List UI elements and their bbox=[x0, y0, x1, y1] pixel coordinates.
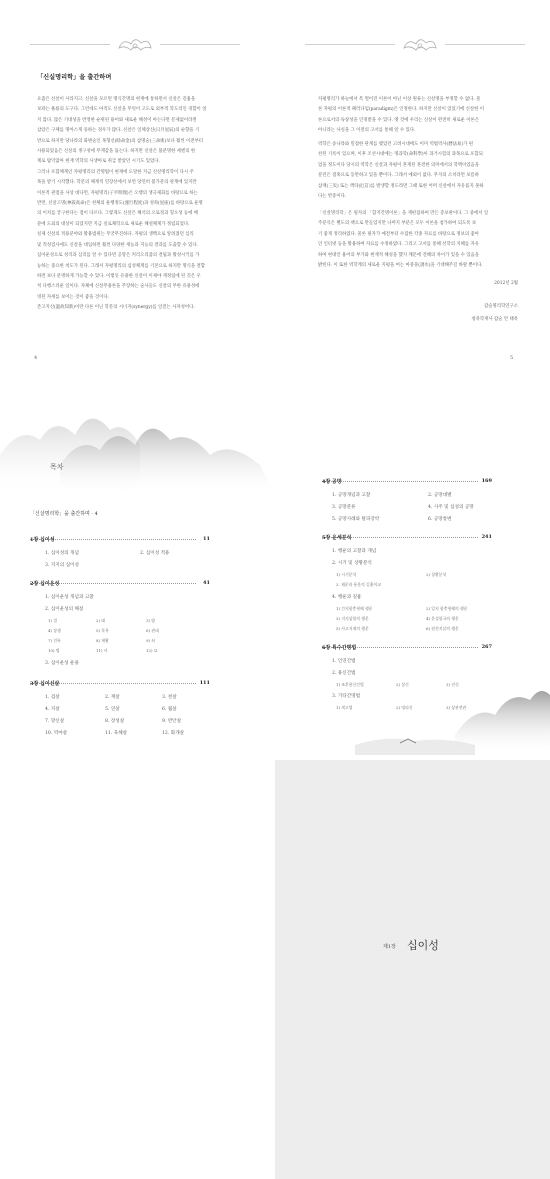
toc-subitem[interactable]: 6) 관대 bbox=[146, 628, 159, 633]
preface-line: 론 자평의 이론적 패러다임(paradigm)은 인정한다. 하지만 신살이 있었기에 신살한 이 bbox=[318, 107, 484, 113]
preface-line: 자평명리가 하늘에서 특 떨어진 이론이 아닌 이상 원류는 신살명을 부정할 수 없다. 물 bbox=[318, 97, 481, 102]
toc-subitem[interactable]: 7) 건록 bbox=[48, 638, 61, 643]
toc-chapter-4[interactable]: 4장 공망 169 bbox=[322, 478, 492, 485]
cloud-ornament-icon bbox=[400, 34, 440, 56]
preface-line: 다는 반증이다. bbox=[318, 194, 347, 200]
preface-date: 2012년 2월 bbox=[494, 281, 518, 286]
toc-chapter-5[interactable]: 5장 운세분석 241 bbox=[322, 534, 492, 541]
preface-body-right-3 bbox=[318, 209, 518, 271]
toc-item[interactable]: 11. 육해살 bbox=[105, 731, 128, 736]
toc-item[interactable]: 10. 역마살 bbox=[45, 731, 68, 736]
ink-mountain-landscape bbox=[0, 395, 275, 495]
toc-subitem[interactable]: 3) 상관견관 bbox=[446, 705, 467, 710]
toc-item[interactable]: 2. 십이운성의 해설 bbox=[45, 607, 84, 612]
toc-subitem[interactable]: 1) 간지합충형해 행운 bbox=[336, 606, 373, 611]
preface-org: 갑술명리학연구소 bbox=[484, 304, 518, 309]
toc-subitem[interactable]: 12) 묘 bbox=[146, 648, 158, 653]
toc-heading: 목차 bbox=[50, 463, 64, 471]
preface-line: 주분석은 별도의 책으로 만들었지만 나머지 부분은 모두 이론을 첨가하여 되도록 보 bbox=[318, 221, 477, 227]
preface-line: 능하는 중요한 척도가 된다. 그래서 자평명리의 십성체계를 기본으로 하지만 명식을 결합 bbox=[37, 263, 206, 269]
toc-subitem[interactable]: 3) 진신 bbox=[446, 682, 459, 687]
toc-subitem[interactable]: 2) 상황분석 bbox=[426, 572, 447, 577]
preface-line: 계로 탐익않아 현재 역학의 사생아로 취급 받았던 시기도 있었다. bbox=[37, 159, 160, 165]
preface-line: 보좌는 훌륭의 도구다. 그런데도 아직도 신살을 무엇이 고도로 외부적 학도리인 경합이 얼 bbox=[37, 107, 207, 113]
toc-item[interactable]: 2. 시기 및 상황분석 bbox=[332, 561, 372, 566]
preface-line: 삼았은 구체를 명아스게 풍하는 경우가 많다. 신살은 일체상신(日月星辰)의 순향을 기 bbox=[37, 128, 200, 134]
preface-author: 청죽학재사 갑술 안 태옥 bbox=[471, 317, 518, 322]
preface-line: 삼재(三災) 또는 액타(厄訂)를 발생할 정도라면 그때 또한 어머 신살에서 자유롭지 못하 bbox=[318, 183, 484, 189]
preface-line: 그러나 포함체계인 자평명리의 간명법이 현재에 도달한 지금 신살명리학이 다시 주 bbox=[37, 169, 194, 175]
toc-item[interactable]: 1. 겁살 bbox=[45, 695, 60, 700]
preface-title: 「신실명리학」을 출간하며 bbox=[37, 74, 112, 81]
toc-item[interactable]: 5. 공망사례와 탈피강약 bbox=[332, 517, 380, 522]
preface-line: 및 적성검사에도 신살을 대입하면 훨씬 다양한 재능과 지능의 결과를 도출할 수 있다. bbox=[37, 242, 198, 248]
toc-chapter-6[interactable]: 6장 특수간명법 267 bbox=[322, 644, 492, 651]
preface-body-left bbox=[37, 95, 237, 314]
page-number-left: 4 bbox=[34, 355, 38, 361]
toc-subitem[interactable]: 4) 장생 bbox=[48, 628, 61, 633]
chapter-title-page bbox=[275, 760, 550, 1179]
toc-item[interactable]: 7. 망신살 bbox=[45, 719, 65, 724]
preface-line: 하면 보다 분명하게 가능할 수 있다. 이렇듯 유용한 신살이 이제야 재정립에 된 것은 우 bbox=[37, 273, 201, 279]
preface-line: 하여 현대인 용어의 부가와 현재적 해성을 했지 깨문에 견해의 차이가 있을 수 있음을 bbox=[318, 252, 479, 258]
preface-line: 존고지신(溫故知新)이란 다른 이닌 학문의 시너지(synergy)를 일컫는 사자성어다. bbox=[37, 305, 195, 311]
preface-body-right-1 bbox=[318, 95, 518, 137]
toc-item[interactable]: 1. 인연간법 bbox=[332, 659, 356, 664]
preface-line: 영된 자세를 보이는 것이 좋을 것이다. bbox=[37, 294, 109, 300]
toc-item[interactable]: 3. 천살 bbox=[162, 695, 177, 700]
toc-item[interactable]: 9. 반안살 bbox=[162, 719, 182, 724]
toc-item[interactable]: 5. 연살 bbox=[105, 707, 120, 712]
toc-subitem[interactable]: 1) 게고법 bbox=[336, 705, 353, 710]
toc-preface-entry[interactable]: 「신살명리학」을 출간하며 · 4 bbox=[30, 511, 98, 517]
preface-line: 역학은 송나라와 밀접한 관계를 맺었던 고려시대에도 이미 역법역사(暦法易)가 편 bbox=[318, 142, 474, 147]
cloud-ornament-icon bbox=[115, 34, 155, 56]
preface-line: 찬된 기록이 있으며, 이후 조선시대에는 명과학(命科學)이 과거시험의 과목으로 포함되 bbox=[318, 152, 483, 158]
toc-subitem[interactable]: 8) 제왕 bbox=[96, 638, 109, 643]
preface-line: 사용되었음은 신살의 생구성에 무계감을 돕는다. 하지만 신살은 불분명한 세엔의 한 bbox=[37, 149, 196, 155]
preface-line: 목을 받기 시작했다. 학문의 체계적 연장선에서 보면 당연히 불가분의 관계에 있지만 bbox=[37, 180, 197, 186]
page-number-right: 5 bbox=[510, 355, 514, 361]
toc-item[interactable]: 1. 행운의 고찰과 개념 bbox=[332, 549, 377, 554]
toc-item[interactable]: 1. 십이성의 개념 bbox=[45, 551, 79, 556]
toc-item[interactable]: 2. 공망대별 bbox=[428, 493, 452, 498]
ink-island-landscape bbox=[355, 665, 550, 755]
preface-line: 실제 신살의 적용분야와 활용범위는 무궁무진하다. 자평의 생백으로 알려졌던 심리 bbox=[37, 232, 194, 238]
preface-line: 분에 도외의 대상이 되었지만 지금 실로채학으로 새로운 해설체계가 정립되었다. bbox=[37, 221, 190, 227]
toc-item[interactable]: 4. 사주 및 십성의 공망 bbox=[428, 505, 474, 510]
preface-line: 론으로서의 독창성을 인정받을 수 있다. 옛 것에 우리는 신살이 완전히 새로운 이론은 bbox=[318, 117, 479, 123]
preface-line: 분린은 점혹으로 동반하고 있을 뿐이다. 그래서 예외이 없다. 무지의 소치라면 보름하 bbox=[318, 173, 479, 179]
preface-line: 「신살명리학」은 필자의 「함지간명이론」을 재편집하여 만든 증보판이다. 그 중에서 일 bbox=[318, 211, 489, 216]
preface-line: 의 이치를 궁구한다는 점이 다르다. 그렇게도 신살은 해석의 오로정과 형오성 등에 배 bbox=[37, 211, 198, 217]
preface-line: 었을 정도이다 당시의 역학은 신살과 자평이 혼재된 혼전한 의미에서의 학맥이었음을 bbox=[318, 162, 480, 168]
toc-subitem[interactable]: 1) 절 bbox=[48, 618, 57, 623]
preface-line: 이론적 관점을 사상 대다면, 자평명리(子平明理)은 오행의 생극제화를 바탕으로 하는 bbox=[37, 190, 198, 196]
toc-subitem[interactable]: 9) 쇠 bbox=[146, 638, 155, 643]
preface-line: 요즘은 신살이 사라지고, 신살을 모르면 명식간명의 현재에 통하면서 신살은 길흉을 bbox=[37, 97, 196, 102]
toc-item[interactable]: 8. 장성살 bbox=[105, 719, 125, 724]
toc-chapter-3[interactable]: 3장 십이신살 111 bbox=[30, 680, 210, 687]
toc-item[interactable]: 3. 기타간명법 bbox=[332, 694, 361, 699]
toc-item[interactable]: 6. 공망통변 bbox=[428, 517, 452, 522]
toc-subitem[interactable]: 2) 명리신 bbox=[396, 705, 413, 710]
toc-item[interactable]: 1. 공망개념과 고찰 bbox=[332, 493, 371, 498]
toc-item[interactable]: 2. 십이성 적용 bbox=[140, 551, 170, 556]
preface-line: 기 좋게 정리하였다. 물론 필자가 예전부터 수집한 각종 자료를 바탕으로 정보의 좋아 bbox=[318, 231, 479, 237]
chapter-number-label: 제1장 bbox=[383, 944, 396, 950]
toc-item[interactable]: 1. 십이운성 개념과 고찰 bbox=[45, 595, 94, 600]
toc-subitem[interactable]: 2) 태 bbox=[96, 618, 105, 623]
toc-subitem[interactable]: 5) 목욕 bbox=[96, 628, 109, 633]
toc-subitem[interactable]: 1) 조후용신간법 bbox=[336, 682, 364, 687]
header-rule-left bbox=[30, 44, 110, 45]
preface-line: 척 다행스러운 일이다. 자체에 신살무용론을 주장하는 술사들도 신살의 무한 유용성에 bbox=[37, 284, 200, 290]
toc-item[interactable]: 2. 용신간법 bbox=[332, 671, 356, 676]
toc-subitem[interactable]: 3) 지지삼합의 행운 bbox=[336, 616, 369, 621]
toc-item[interactable]: 4. 행운과 길흉 bbox=[332, 595, 362, 600]
toc-item[interactable]: 3. 제운과 용운의 길흉이교 bbox=[336, 582, 382, 587]
preface-line: 인 인터넷 등을 활용하여 자료를 수정하였다. 그리고 고서를 통해 선학의 지혜를 자유 bbox=[318, 242, 479, 248]
toc-subitem[interactable]: 3) 양 bbox=[146, 618, 155, 623]
toc-item[interactable]: 3. 지지의 십이성 bbox=[45, 563, 79, 568]
preface-line: 지 않다. 많은 기대성을 반영한 순위된 용어와 새로운 해성이 아는다면 문제없이라면 bbox=[37, 117, 197, 123]
toc-subitem[interactable]: 1) 시기분석 bbox=[336, 572, 357, 577]
toc-item[interactable]: 3. 공망분류 bbox=[332, 505, 356, 510]
header-rule-left-2 bbox=[160, 44, 240, 45]
toc-subitem[interactable]: 10) 병 bbox=[48, 648, 60, 653]
header-rule-right bbox=[305, 44, 395, 45]
toc-item[interactable]: 6. 월살 bbox=[162, 707, 177, 712]
toc-subitem[interactable]: 2) 상신 bbox=[396, 682, 409, 687]
toc-subitem[interactable]: 2) 일지 합충형해의 행운 bbox=[426, 606, 468, 611]
preface-line: 밝힌다. 이 또한 역학계의 새로운 지평을 여는 마중물(誘水)을 기대해주길 바랄 뿐이다. bbox=[318, 263, 483, 269]
toc-subitem[interactable]: 4) 운성합국의 행운 bbox=[426, 616, 459, 621]
preface-line: 반으로 하지만 당나라의 화변술인 목형신(睦命金)의 삼명술(三命術)보다 훨씬 이전부터 bbox=[37, 138, 203, 144]
preface-line: 십이운성으로 성격과 심리를 알 수 있다면 공망은 커리오리즘의 결핍과 활성시키를 가 bbox=[37, 253, 200, 259]
toc-item[interactable]: 2. 재살 bbox=[105, 695, 120, 700]
toc-item[interactable]: 12. 화개살 bbox=[162, 731, 185, 736]
chapter-title: 십이성 bbox=[407, 939, 439, 952]
preface-body-right-2 bbox=[318, 140, 518, 202]
toc-item[interactable]: 3. 십이운성 운용 bbox=[45, 661, 79, 666]
toc-subitem[interactable]: 6) 원진지살의 행운 bbox=[426, 626, 459, 631]
toc-subitem[interactable]: 11) 사 bbox=[96, 648, 108, 653]
preface-line: 반면, 신살고명(神殺高命)은 천체의 운행정도(運行程度)과 성좌(星座)를 바탕으로 운명 bbox=[37, 201, 203, 207]
toc-chapter-2[interactable]: 2장 십이운성 41 bbox=[30, 580, 210, 587]
header-rule-right-2 bbox=[445, 44, 525, 45]
toc-item[interactable]: 4. 지살 bbox=[45, 707, 60, 712]
toc-subitem[interactable]: 5) 사고지재의 행운 bbox=[336, 626, 369, 631]
toc-chapter-1[interactable]: 1장 십이성 11 bbox=[30, 536, 210, 543]
preface-line: 아니라는 사실을 그 이전의 고서를 통해 알 수 있다. bbox=[318, 128, 416, 134]
